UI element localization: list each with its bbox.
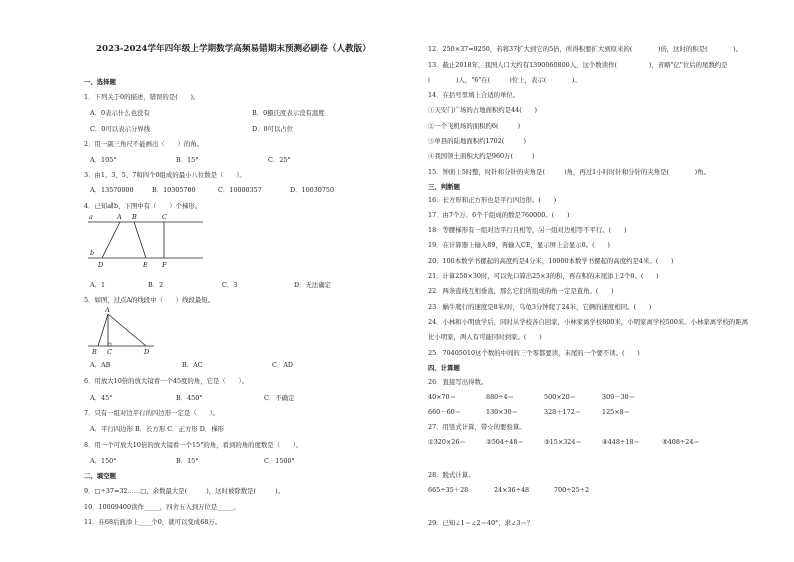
question-line: D．10030750	[290, 186, 335, 194]
question-line: C．AD	[272, 361, 294, 369]
question-line: B．2	[148, 281, 164, 289]
label-a: a	[89, 213, 93, 221]
question-line: 130×30＝	[486, 408, 519, 416]
question-line: C．10000357	[218, 186, 262, 194]
label-A: A	[105, 306, 110, 314]
question-line: B．15°	[176, 457, 199, 465]
label-b: b	[90, 249, 95, 257]
label-B: B	[132, 213, 137, 221]
question-line: 13．截止2018年，我国人口大约有1390060800人，这个数读作( )，省略"亿"位后的尾数约是	[428, 61, 728, 69]
label-A: A	[117, 213, 122, 221]
question-line: ③单县的陆地面积约1702( )	[428, 137, 526, 145]
question-line: 40×70＝	[428, 393, 457, 401]
label-D: D	[144, 348, 150, 356]
question-line: 1．下列关于0的描述，错误的是( )。	[84, 93, 200, 101]
question-line: B．AC	[182, 361, 203, 369]
question-line: 11．在68后面添上____个0，就可以变成68万。	[84, 518, 222, 526]
segment-be	[134, 222, 146, 258]
question-line: A．AB	[90, 361, 111, 369]
question-line: 328＋172＝	[544, 408, 582, 416]
question-line: 18．等腰梯形有一组对边平行且相等，另一组对边相等不平行。( )	[428, 226, 627, 234]
question-line: 15．钟面上5时整，时针和分针的夹角是( )角，再过1小时时针和分针的夹角是( )角。	[428, 168, 710, 176]
question-line: 23．蜗牛爬行的速度是8米/时，乌龟3分钟爬了24米，它俩的速度相同。( )	[428, 303, 652, 311]
question-line: ④我国领土面积大约是960万( )	[428, 152, 535, 160]
segment-ad	[102, 222, 120, 258]
question-line: D．0可以占位	[252, 125, 294, 133]
question-line: ②一个飞机场的面积约6( )	[428, 122, 521, 130]
section-heading: 一、选择题	[84, 78, 116, 86]
section-heading: 四、计算题	[428, 364, 460, 372]
question-line: 880÷4＝	[486, 393, 515, 401]
question-line: ③15×324＝	[544, 438, 582, 446]
section-heading: 二、填空题	[84, 472, 116, 480]
section-heading: 三、判断题	[428, 183, 460, 191]
question-line: 660－60＝	[428, 408, 462, 416]
question-line: C．25°	[268, 156, 291, 164]
question-line: D．无法确定	[294, 281, 332, 289]
page-title: 2023-2024学年四年级上学期数学高频易错期末预测必刷卷（人教版）	[96, 44, 371, 54]
question-line: A．0表示什么也没有	[90, 109, 150, 117]
question-line: 6．用放大10倍的放大镜看一个45度的角，它是（ ）。	[84, 377, 249, 385]
question-line: 8．用一个可放大10倍的放大镜看一个15°的角，看到的角的度数是（ ）。	[84, 441, 303, 449]
question-line: ⑤408÷24＝	[662, 438, 700, 446]
question-line: ①320×26＝	[428, 438, 466, 446]
question-line: A．13570000	[90, 186, 134, 194]
question-line: 14．在括号里填上合适的单位。	[428, 91, 520, 99]
question-line: A．105°	[90, 156, 117, 164]
question-line: 125×8＝	[602, 408, 631, 416]
question-line: 16．长方形和正方形也是平行四边形。( )	[428, 196, 557, 204]
question-line: 24．小林和小明放学后，同时从学校各自回家，小林家离学校800米，小明家离学校500米。小林家离学校的距离	[428, 318, 749, 326]
question-line: B．10305700	[152, 186, 196, 194]
question-line: 3．由1、3、5、7和四个0组成的最小八位数是（ ）。	[84, 171, 246, 179]
question-line: ( )人，"6"在( )位上，表示( )。	[428, 76, 581, 84]
label-C: C	[162, 213, 167, 221]
question-line: 22．两条直线互相垂直，那么它们所组成的角一定是直角。( )	[428, 287, 614, 295]
segments-figure	[88, 308, 168, 358]
question-line: 比小明家，两人有可能同时到家。( )	[428, 333, 542, 341]
question-line: B．15°	[176, 156, 199, 164]
question-line: 24×36÷48	[494, 486, 530, 494]
question-line: 700÷25÷2	[554, 486, 590, 494]
question-line: A．1	[90, 281, 106, 289]
question-line: 20．100本数学书摞起的高度约是4分米，10000本数学书摞起的高度约是4米。( )	[428, 257, 674, 265]
question-line: 25．70405010这个数的中间的三个零都要读，末尾的一个要不读。( )	[428, 349, 640, 357]
question-line: B．0摄氏度表示没有温度	[252, 109, 325, 117]
segments-diagram	[88, 308, 168, 358]
question-line: A．45°	[90, 394, 113, 402]
question-line: 9．□÷37=32……□，余数最大是( )，这时被除数是( )。	[84, 487, 285, 495]
question-line: 500×20＝	[544, 393, 577, 401]
segment-ad	[108, 314, 146, 346]
question-line: 19．在计算器上输入89，再输入CE，显示屏上会显示0。( )	[428, 241, 610, 249]
question-line: C．不确定	[264, 394, 295, 402]
question-line: 10．10009400读作_____，四舍五入到万位是_____。	[84, 503, 240, 511]
question-line: C．0可以表示分界线	[90, 125, 151, 133]
question-line: 7．只有一组对边平行的四边形一定是（ ）。	[84, 409, 220, 417]
question-line: ①天安门广场的占地面积约是44( )	[428, 106, 537, 114]
question-line: A．平行四边形 B．长方形 C．正方形 D．梯形	[90, 425, 225, 433]
trapezoid-diagram	[88, 214, 208, 274]
label-B: B	[92, 348, 97, 356]
trapezoid-figure	[88, 214, 208, 274]
question-line: 29．已知∠1＝∠2＝40°，求∠3＝？	[428, 519, 534, 527]
question-line: 26．直接写出得数。	[428, 378, 488, 386]
question-line: 27．用竖式计算，带☆的要验算。	[428, 423, 526, 431]
question-line: C．1500°	[264, 457, 295, 465]
question-line: ②504÷48＝	[486, 438, 524, 446]
right-angle-mark	[108, 343, 111, 346]
question-line: 12．250×37=9250，若将37扩大到它的5倍，所得积要扩大到原来的( )倍，这时的积是( )。	[428, 45, 743, 53]
question-line: 21．计算250×30时，可以先口算出25×3的积，再在积的末尾添上2个0。( )	[428, 272, 659, 280]
question-line: 665÷35＋28	[428, 486, 469, 494]
label-F: F	[162, 261, 167, 269]
question-line: 5．如图，过点A的线段中（ ）线段最短。	[84, 296, 215, 304]
question-line: 28．脱式计算。	[428, 471, 475, 479]
label-D: D	[98, 261, 104, 269]
question-line: 17．由7个万、6个千组成的数是760000。( )	[428, 211, 570, 219]
question-line: A．150°	[90, 457, 117, 465]
question-line: 4．已知a∥b，下图中有（ ）个梯形。	[84, 202, 202, 210]
label-E: E	[143, 261, 148, 269]
segment-ab	[98, 314, 108, 346]
question-line: ④448÷18＝	[602, 438, 640, 446]
question-line: C．3	[222, 281, 238, 289]
label-C: C	[107, 348, 112, 356]
question-line: B．450°	[176, 394, 203, 402]
question-line: 2．用一副三角尺不能画出（ ）的角。	[84, 140, 204, 148]
question-line: 309－30＝	[602, 393, 636, 401]
